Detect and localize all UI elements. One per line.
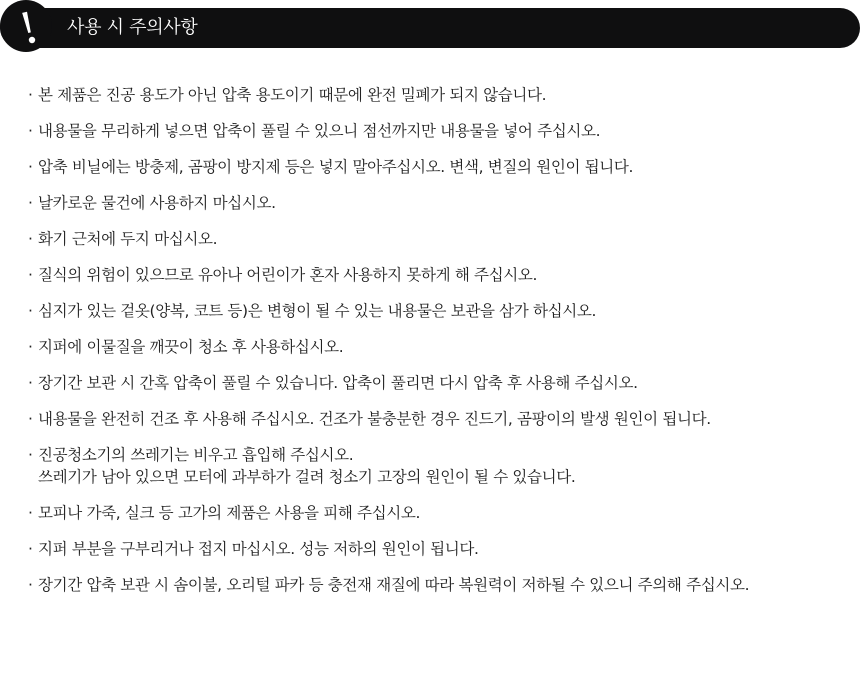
caution-list — [28, 84, 853, 610]
caution-item — [28, 84, 853, 106]
bullet-dot: · — [28, 338, 33, 356]
caution-item — [28, 336, 853, 358]
caution-text-continued: 쓰레기가 남아 있으면 모터에 과부하가 걸려 청소기 고장의 원인이 될 수 있습니다. — [38, 468, 576, 486]
bullet-dot: · — [28, 540, 33, 558]
caution-item — [28, 228, 853, 250]
caution-text: 압축 비닐에는 방충제, 곰팡이 방지제 등은 넣지 말아주십시오. 변색, 변질의 원인이 됩니다. — [38, 158, 634, 176]
bullet-dot: · — [28, 576, 33, 594]
caution-text: 지퍼 부분을 구부리거나 접지 마십시오. 성능 저하의 원인이 됩니다. — [38, 540, 479, 558]
caution-text: 장기간 압축 보관 시 솜이불, 오리털 파카 등 충전재 재질에 따라 복원력이 저하될 수 있으니 주의해 주십시오. — [38, 576, 750, 594]
bullet-dot: · — [28, 194, 33, 212]
caution-item — [28, 156, 853, 178]
caution-item — [28, 372, 853, 394]
caution-item — [28, 120, 853, 142]
bullet-dot: · — [28, 86, 33, 104]
caution-item — [28, 264, 853, 286]
caution-item — [28, 538, 853, 560]
section-header — [0, 8, 860, 48]
caution-item — [28, 574, 853, 596]
caution-text: 화기 근처에 두지 마십시오. — [38, 230, 218, 248]
caution-item — [28, 408, 853, 430]
caution-item — [28, 502, 853, 524]
bullet-dot: · — [28, 266, 33, 284]
warning-badge — [0, 0, 52, 52]
caution-item — [28, 300, 853, 322]
caution-item — [28, 192, 853, 214]
caution-text: 지퍼에 이물질을 깨끗이 청소 후 사용하십시오. — [38, 338, 344, 356]
caution-text: 진공청소기의 쓰레기는 비우고 흡입해 주십시오. — [38, 446, 354, 464]
caution-item — [28, 444, 853, 488]
caution-text: 날카로운 물건에 사용하지 마십시오. — [38, 194, 276, 212]
caution-text: 장기간 보관 시 간혹 압축이 풀릴 수 있습니다. 압축이 풀리면 다시 압축 후 사용해 주십시오. — [38, 374, 638, 392]
caution-text: 본 제품은 진공 용도가 아닌 압축 용도이기 때문에 완전 밀폐가 되지 않습니다. — [38, 86, 547, 104]
caution-text: 내용물을 완전히 건조 후 사용해 주십시오. 건조가 불충분한 경우 진드기, 곰팡이의 발생 원인이 됩니다. — [38, 410, 711, 428]
bullet-dot: · — [28, 302, 33, 320]
caution-text: 내용물을 무리하게 넣으면 압축이 풀릴 수 있으니 점선까지만 내용물을 넣어 주십시오. — [38, 122, 601, 140]
bullet-dot: · — [28, 122, 33, 140]
bullet-dot: · — [28, 374, 33, 392]
caution-text: 심지가 있는 겉옷(양복, 코트 등)은 변형이 될 수 있는 내용물은 보관을 삼가 하십시오. — [38, 302, 597, 320]
caution-text: 질식의 위험이 있으므로 유아나 어린이가 혼자 사용하지 못하게 해 주십시오. — [38, 266, 538, 284]
bullet-dot: · — [28, 410, 33, 428]
caution-text: 모피나 가죽, 실크 등 고가의 제품은 사용을 피해 주십시오. — [38, 504, 421, 522]
bullet-dot: · — [28, 504, 33, 522]
header-title: 사용 시 주의사항 — [67, 17, 198, 38]
bullet-dot: · — [28, 446, 33, 464]
bullet-dot: · — [28, 158, 33, 176]
bullet-dot: · — [28, 230, 33, 248]
exclamation-icon — [0, 0, 52, 52]
